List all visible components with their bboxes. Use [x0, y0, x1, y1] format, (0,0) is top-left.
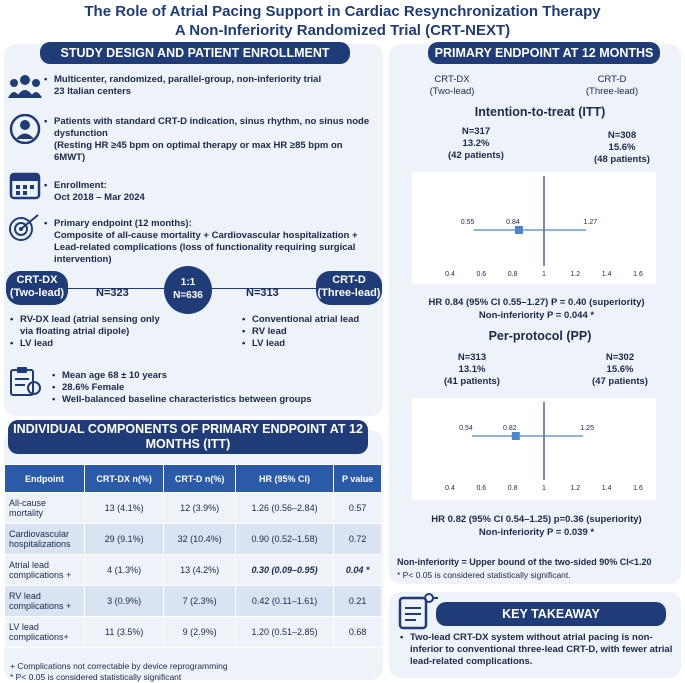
baseline-balance: • Well-balanced baseline characteristics between groups [52, 394, 372, 406]
pp-right-stats: N=302 15.6% (47 patients) [592, 352, 648, 387]
arm-left-pill: CRT-DX (Two-lead) [6, 271, 68, 305]
tick-label: 0.4 [445, 271, 455, 278]
left-lead-1: • RV-DX lead (atrial sensing only via floating atrial dipole) [10, 314, 170, 338]
primary-header: PRIMARY ENDPOINT AT 12 MONTHS [428, 42, 660, 64]
col-crtdx: CRT-DX n(%) [85, 465, 164, 493]
point-estimate [515, 226, 523, 234]
endpoint-list [44, 218, 374, 266]
col-hr: HR (95% CI) [235, 465, 333, 493]
pp-noninferiority: Non-inferiority P = 0.039 * [478, 527, 595, 538]
tick-label: 1.4 [601, 485, 612, 492]
key-icon [398, 592, 438, 630]
table-header-row [5, 465, 382, 493]
enrollment-text: • Enrollment: Oct 2018 – Mar 2024 [44, 180, 374, 204]
title-line-2: A Non-Inferiority Randomized Trial (CRT-NEXT) [174, 22, 511, 39]
col-p: P value [334, 465, 382, 493]
itt-noninferiority: Non-inferiority P = 0.044 * [478, 310, 595, 321]
right-lead-2: • RV lead [242, 326, 382, 338]
arm-right-pill: CRT-D (Three-lead) [316, 271, 382, 305]
pp-hr: HR 0.82 (95% CI 0.54–1.25) p=0.36 (superiority) [431, 514, 642, 525]
ci-label: 1.27 [583, 219, 598, 226]
itt-right-stats: N=308 15.6% (48 patients) [594, 130, 650, 165]
noninferiority-definition: Non-inferiority = Upper bound of the two-sided 90% CI<1.20 [397, 557, 652, 567]
col-crtd: CRT-D n(%) [164, 465, 235, 493]
itt-forest-plot [412, 172, 656, 284]
itt-left-stats: N=317 13.2% (42 patients) [448, 126, 504, 161]
n-left: N=323 [96, 287, 129, 299]
baseline-list [52, 370, 372, 406]
page-title [0, 2, 685, 40]
primary-col-right: CRT-D (Three-lead) [585, 74, 639, 97]
ci-label: 0.82 [502, 425, 517, 432]
table-row: LV lead complications+ 11 (3.5%) 9 (2.9%) 1.20 (0.51–2.85) 0.68 [5, 617, 382, 648]
left-arm-leads [10, 314, 170, 350]
ci-label: 1.25 [580, 425, 594, 432]
baseline-female: • 28.6% Female [52, 382, 372, 394]
tick-label: 0.8 [507, 271, 518, 278]
patients-text: • Patients with standard CRT-D indication, sinus rhythm, no sinus node dysfunction (Resting HR ≥45 bpm on optimal therapy or max HR ≥85 bpm on 6MWT) [44, 116, 374, 164]
right-lead-3: • LV lead [242, 338, 382, 350]
right-arm-leads [242, 314, 382, 350]
patient-icon [8, 114, 42, 144]
tick-label: 1.4 [601, 271, 612, 278]
table-row: RV lead complications + 3 (0.9%) 7 (2.3%) 0.42 (0.11–1.61) 0.21 [5, 586, 382, 617]
tick-label: 1.6 [633, 485, 643, 492]
right-lead-1: • Conventional atrial lead [242, 314, 382, 326]
ci-label: 0.55 [460, 219, 475, 226]
tick-label: 1 [542, 271, 546, 278]
point-estimate [512, 432, 520, 440]
pp-left-stats: N=313 13.1% (41 patients) [444, 352, 500, 387]
components-table [4, 464, 382, 648]
tick-label: 1.6 [633, 271, 643, 278]
components-header: INDIVIDUAL COMPONENTS OF PRIMARY ENDPOINT AT 12 MONTHS (ITT) [8, 420, 368, 454]
tick-label: 0.6 [476, 271, 487, 278]
n-right: N=313 [246, 287, 279, 299]
tick-label: 0.6 [476, 485, 487, 492]
design-text: • Multicenter, randomized, parallel-group, non-inferiority trial 23 Italian centers [44, 74, 374, 98]
pp-title: Per-protocol (PP) [488, 329, 592, 343]
itt-hr: HR 0.84 (95% CI 0.55–1.27) P = 0.40 (superiority) [428, 297, 645, 308]
tick-label: 0.8 [507, 485, 518, 492]
calendar-icon [8, 170, 42, 200]
people-icon [8, 72, 42, 102]
pp-forest-plot [412, 398, 656, 500]
significance-note: * P< 0.05 is considered statistically significant. [397, 570, 571, 580]
ci-label: 0.84 [506, 219, 520, 226]
baseline-age: • Mean age 68 ± 10 years [52, 370, 372, 382]
table-row: Atrial lead complications + 4 (1.3%) 13 (4.2%) 0.30 (0.09–0.95) 0.04 * [5, 555, 382, 586]
title-line-1: The Role of Atrial Pacing Support in Cardiac Resynchronization Therapy [84, 3, 601, 20]
ci-label: 0.54 [459, 425, 473, 432]
tick-label: 1.2 [570, 485, 581, 492]
left-lead-2: • LV lead [10, 338, 170, 350]
patients-list [44, 116, 374, 164]
clipboard-icon [8, 366, 42, 396]
ratio-circle: 1:1 N=636 [164, 266, 212, 314]
table-note-1: + Complications not correctable by device reprogramming [10, 661, 228, 671]
study-design-header: STUDY DESIGN AND PATIENT ENROLLMENT [40, 42, 350, 64]
takeaway-header: KEY TAKEAWAY [436, 602, 666, 626]
endpoint-text: • Primary endpoint (12 months): Composite of all-cause mortality + Cardiovascular hospitalization + Lead-related complications (loss of functionality requiring surgical intervention) [44, 218, 374, 266]
design-list [44, 74, 374, 98]
itt-title: Intention-to-treat (ITT) [474, 105, 606, 119]
target-icon [8, 212, 42, 242]
takeaway-text: • Two-lead CRT-DX system without atrial pacing is non-inferior to conventional three-lead CRT-D, with fewer atrial lead-related complications. [400, 632, 676, 668]
enrollment-list [44, 180, 374, 204]
table-note-2: * P< 0.05 is considered statistically significant [10, 672, 182, 682]
tick-label: 1.2 [570, 271, 581, 278]
col-endpoint: Endpoint [5, 465, 85, 493]
takeaway-list [400, 632, 676, 668]
table-row: All-cause mortality 13 (4.1%) 12 (3.9%) 1.26 (0.56–2.84) 0.57 [5, 493, 382, 524]
table-row: Cardiovascular hospitalizations 29 (9.1%) 32 (10.4%) 0.90 (0.52–1.58) 0.72 [5, 524, 382, 555]
tick-label: 0.4 [445, 485, 455, 492]
tick-label: 1 [542, 485, 546, 492]
primary-col-left: CRT-DX (Two-lead) [429, 74, 475, 97]
